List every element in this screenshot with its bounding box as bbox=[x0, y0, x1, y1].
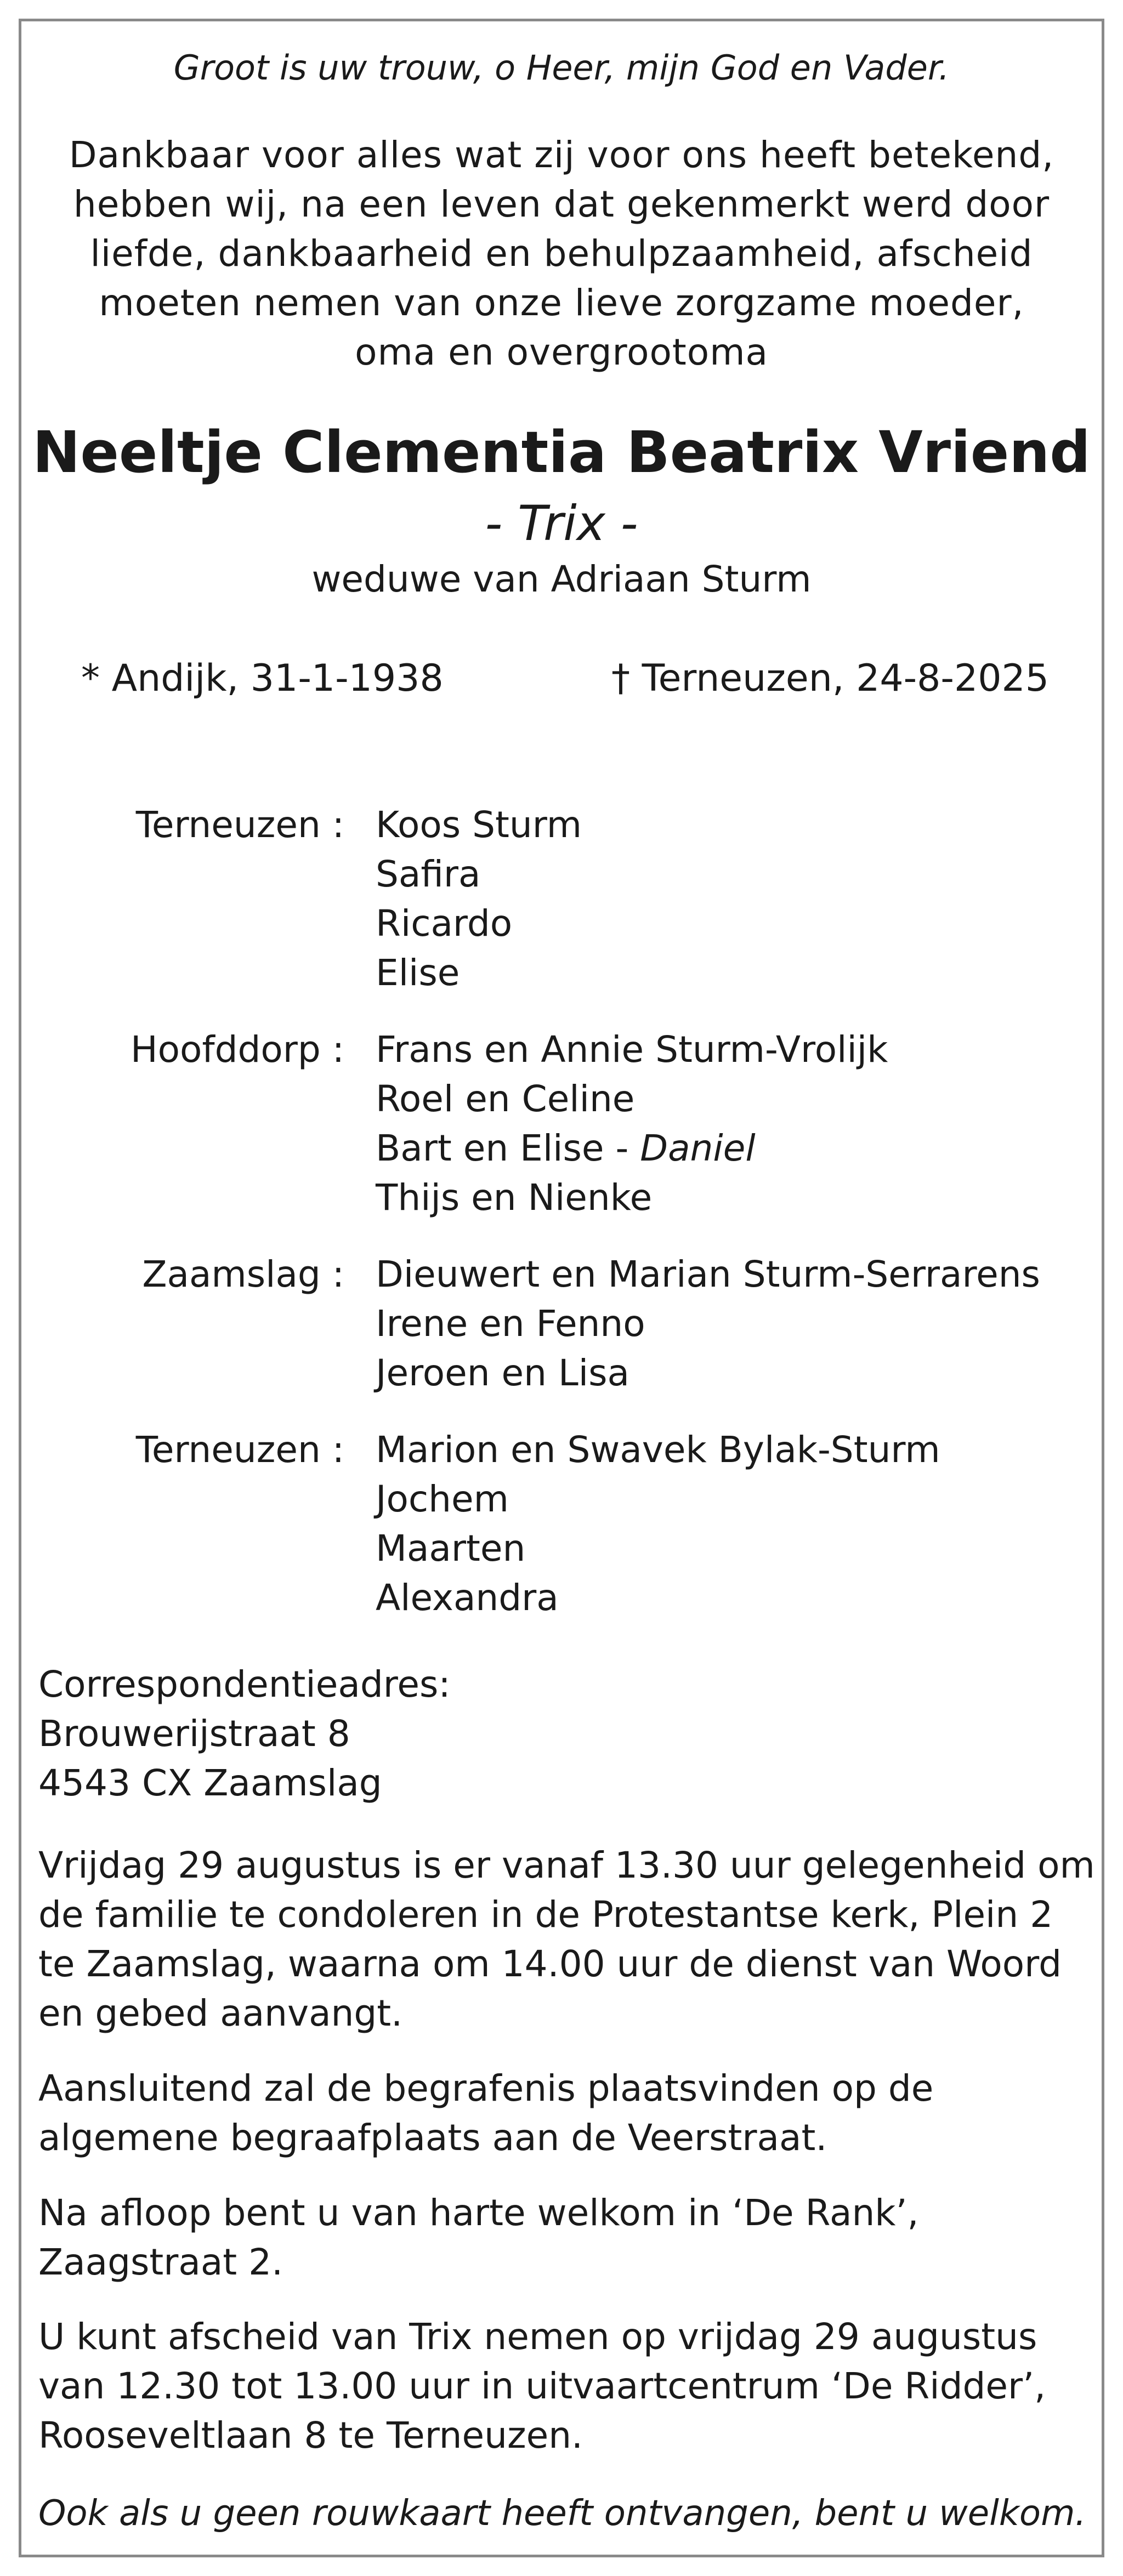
paragraph-line: te Zaamslag, waarna om 14.00 uur de dienst van Woord bbox=[38, 1943, 1062, 1985]
family-group bbox=[0, 1250, 1123, 1398]
deceased-nickname: - Trix - bbox=[485, 495, 638, 551]
family-group bbox=[0, 800, 1123, 998]
family-member: Dieuwert en Marian Sturm-Serrarens bbox=[376, 1253, 1040, 1295]
family-members bbox=[376, 1250, 1123, 1398]
reception-paragraph bbox=[38, 2188, 1091, 2287]
intro-line: liefde, dankbaarheid en behulpzaamheid, afscheid bbox=[90, 232, 1033, 275]
family-member-name: Bart en Elise - bbox=[376, 1127, 640, 1169]
intro-line: oma en overgrootoma bbox=[355, 331, 768, 373]
family-place: Terneuzen : bbox=[135, 1429, 344, 1471]
paragraph-line: U kunt afscheid van Trix nemen op vrijdag 29 augustus bbox=[38, 2316, 1037, 2358]
paragraph-line: Aansluitend zal de begrafenis plaatsvinden op de bbox=[38, 2067, 934, 2109]
paragraph-line: van 12.30 tot 13.00 uur in uitvaartcentrum ‘De Ridder’, bbox=[38, 2365, 1046, 2407]
family-member: Roel en Celine bbox=[376, 1078, 635, 1120]
family-list bbox=[0, 800, 1123, 1650]
birth-date: * Andijk, 31-1-1938 bbox=[81, 657, 444, 700]
intro-line: moeten nemen van onze lieve zorgzame moeder, bbox=[99, 282, 1024, 324]
intro-text bbox=[19, 130, 1104, 377]
motto bbox=[19, 43, 1104, 93]
family-group bbox=[0, 1425, 1123, 1623]
family-member: Elise bbox=[376, 952, 460, 994]
correspondence-address bbox=[38, 1660, 451, 1808]
paragraph-line: en gebed aanvangt. bbox=[38, 1992, 403, 2034]
paragraph-line: Rooseveltlaan 8 te Terneuzen. bbox=[38, 2414, 583, 2456]
paragraph-line: Zaagstraat 2. bbox=[38, 2241, 283, 2283]
address-postal-city: 4543 CX Zaamslag bbox=[38, 1762, 382, 1804]
address-label: Correspondentieadres: bbox=[38, 1663, 451, 1705]
family-member-child: Daniel bbox=[640, 1127, 756, 1169]
family-members bbox=[376, 800, 1123, 998]
family-member: Safira bbox=[376, 853, 481, 895]
motto-text: Groot is uw trouw, o Heer, mijn God en Vader. bbox=[173, 48, 950, 88]
family-member: Irene en Fenno bbox=[376, 1303, 645, 1345]
family-member: Marion en Swavek Bylak-Sturm bbox=[376, 1429, 940, 1471]
family-member: Alexandra bbox=[376, 1577, 559, 1619]
family-members bbox=[376, 1025, 1123, 1222]
address-street: Brouwerijstraat 8 bbox=[38, 1713, 350, 1755]
family-group bbox=[0, 1025, 1123, 1222]
family-member bbox=[376, 1124, 1123, 1173]
family-member: Frans en Annie Sturm-Vrolijk bbox=[376, 1028, 888, 1071]
family-place: Zaamslag : bbox=[142, 1253, 344, 1295]
intro-line: hebben wij, na een leven dat gekenmerkt werd door bbox=[73, 183, 1050, 225]
family-place: Terneuzen : bbox=[135, 804, 344, 846]
burial-paragraph bbox=[38, 2064, 1091, 2163]
family-member: Koos Sturm bbox=[376, 804, 582, 846]
family-member: Jochem bbox=[376, 1478, 509, 1520]
death-date: † Terneuzen, 24-8-2025 bbox=[611, 657, 1050, 700]
service-paragraph bbox=[38, 1841, 1095, 2038]
family-place: Hoofddorp : bbox=[130, 1028, 344, 1071]
paragraph-line: de familie te condoleren in de Protestantse kerk, Plein 2 bbox=[38, 1893, 1053, 1936]
family-member: Ricardo bbox=[376, 902, 513, 945]
family-member: Maarten bbox=[376, 1527, 526, 1570]
closing-note: Ook als u geen rouwkaart heeft ontvangen, bent u welkom. bbox=[38, 2493, 1086, 2534]
family-member: Jeroen en Lisa bbox=[376, 1352, 629, 1394]
paragraph-line: Vrijdag 29 augustus is er vanaf 13.30 uur gelegenheid om bbox=[38, 1844, 1095, 1886]
widow-of: weduwe van Adriaan Sturm bbox=[311, 558, 812, 600]
family-member: Thijs en Nienke bbox=[376, 1176, 653, 1219]
family-members bbox=[376, 1425, 1123, 1623]
intro-line: Dankbaar voor alles wat zij voor ons heeft betekend, bbox=[69, 134, 1054, 176]
deceased-name: Neeltje Clementia Beatrix Vriend bbox=[32, 419, 1091, 486]
viewing-paragraph bbox=[38, 2312, 1091, 2460]
paragraph-line: algemene begraafplaats aan de Veerstraat. bbox=[38, 2117, 827, 2159]
paragraph-line: Na afloop bent u van harte welkom in ‘De Rank’, bbox=[38, 2192, 919, 2234]
